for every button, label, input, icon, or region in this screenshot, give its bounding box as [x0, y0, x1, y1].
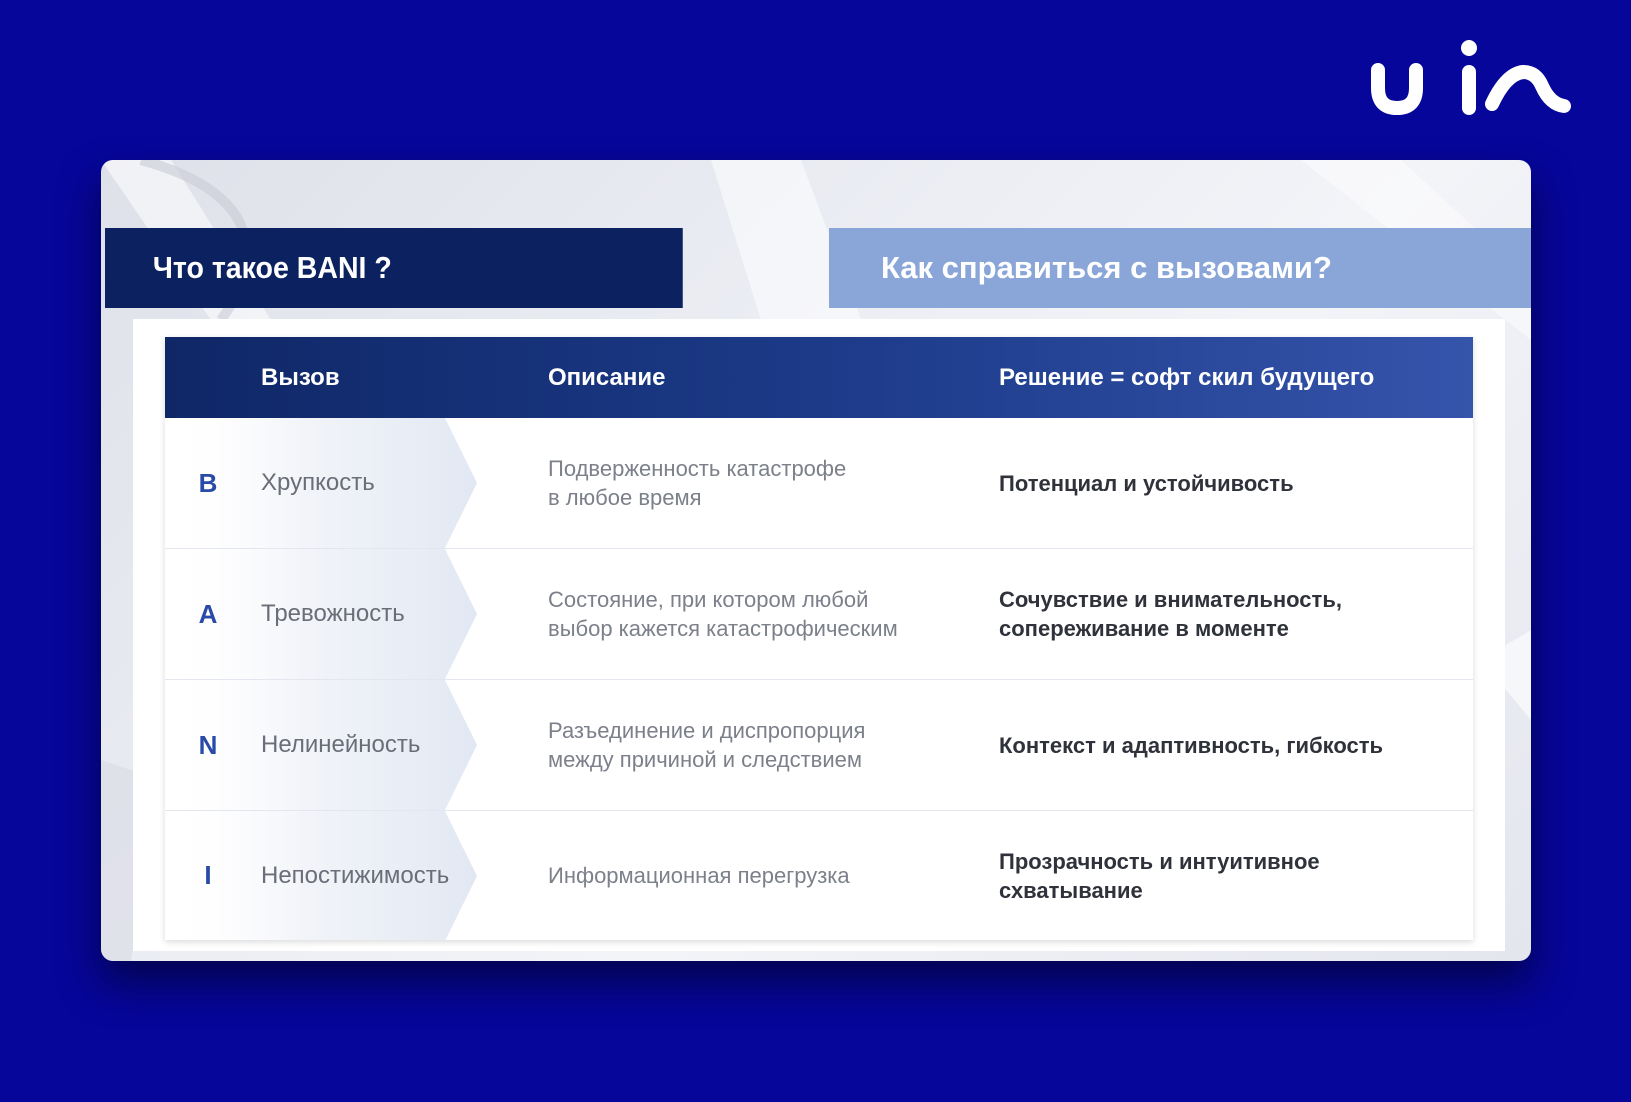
- table-row: [165, 418, 1473, 548]
- column-header-challenge: Вызов: [261, 363, 340, 391]
- row-description: [548, 811, 968, 940]
- slide-card: [101, 160, 1531, 961]
- table-row: [165, 810, 1473, 940]
- header-how-to-cope: [829, 228, 1531, 308]
- column-header-description: Описание: [548, 363, 666, 391]
- row-letter: A: [198, 598, 218, 629]
- row-challenge: Нелинейность: [261, 731, 421, 758]
- description-line: Подверженность катастрофе: [548, 456, 847, 481]
- solution-line: схватывание: [999, 877, 1143, 903]
- table-body: [165, 418, 1473, 940]
- row-solution: [999, 418, 1439, 548]
- description-line: Информационная перегрузка: [548, 863, 850, 888]
- table-row: [165, 679, 1473, 810]
- description-line: выбор кажется катастрофическим: [548, 616, 898, 641]
- solution-line: Контекст и адаптивность, гибкость: [999, 732, 1384, 758]
- bani-table: [165, 337, 1473, 940]
- row-description: [548, 680, 968, 810]
- column-header-solution: Решение = софт скил будущего: [999, 363, 1375, 391]
- solution-line: Сочувствие и внимательность,: [999, 587, 1342, 612]
- solution-line: сопереживание в моменте: [999, 616, 1289, 641]
- row-description: [548, 549, 968, 679]
- solution-line: Потенциал и устойчивость: [999, 470, 1294, 496]
- row-solution: [999, 549, 1439, 679]
- header-right-text: Как справиться с вызовами?: [881, 250, 1332, 285]
- row-description: [548, 418, 968, 548]
- row-challenge: Тревожность: [261, 600, 405, 627]
- row-letter: N: [198, 729, 218, 760]
- uim-logo-icon: [1366, 38, 1572, 118]
- description-line: Разъединение и диспропорция: [548, 718, 866, 743]
- row-solution: [999, 680, 1439, 810]
- table-header: [165, 337, 1473, 418]
- solution-line: Прозрачность и интуитивное: [999, 848, 1320, 874]
- row-challenge: Хрупкость: [261, 469, 375, 496]
- header-left-text: Что такое BANI ?: [152, 250, 392, 285]
- description-line: в любое время: [548, 485, 702, 510]
- header-what-is-bani: [105, 228, 683, 308]
- row-letter: B: [198, 467, 218, 498]
- row-letter: I: [204, 860, 212, 890]
- row-challenge: Непостижимость: [261, 861, 450, 889]
- content-panel: [133, 319, 1505, 951]
- row-solution: [999, 811, 1439, 940]
- table-row: [165, 548, 1473, 679]
- description-line: Состояние, при котором любой: [548, 587, 869, 612]
- description-line: между причиной и следствием: [548, 747, 862, 772]
